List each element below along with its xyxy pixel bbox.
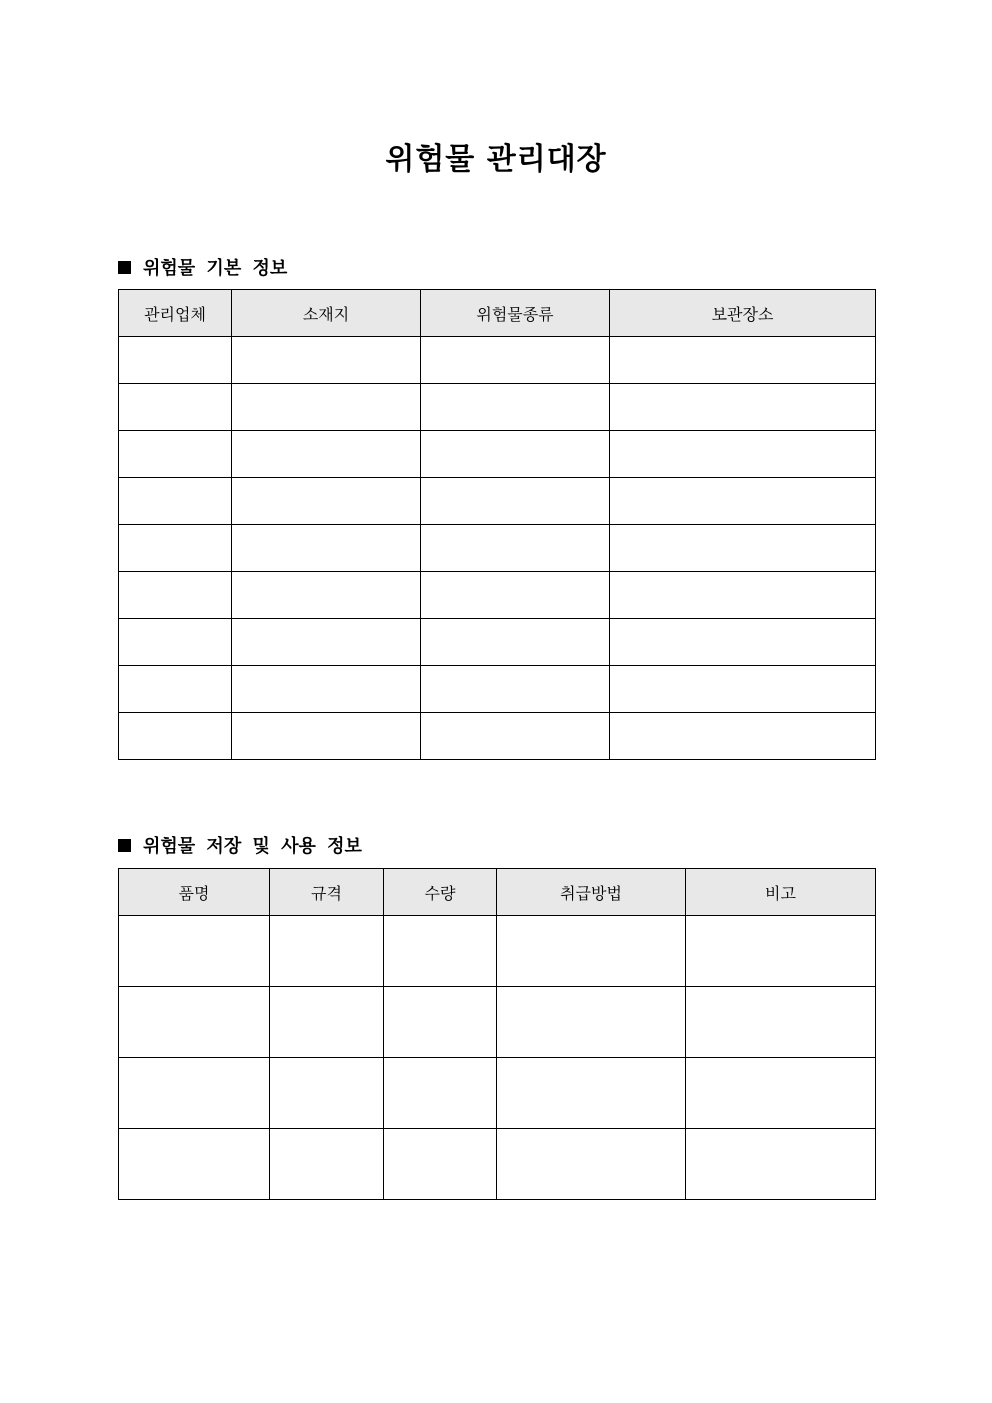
- table-cell[interactable]: [270, 1129, 384, 1200]
- table-cell[interactable]: [686, 1129, 876, 1200]
- table-cell[interactable]: [119, 431, 232, 478]
- table-cell[interactable]: [384, 1058, 497, 1129]
- storage-usage-table: [118, 868, 876, 1200]
- table-cell[interactable]: [686, 916, 876, 987]
- table-cell[interactable]: [610, 572, 876, 619]
- table-cell[interactable]: [421, 384, 610, 431]
- table-cell[interactable]: [232, 525, 421, 572]
- table-cell[interactable]: [421, 619, 610, 666]
- section-heading-label: 위험물 저장 및 사용 정보: [143, 836, 362, 857]
- table-header-row: [119, 290, 876, 337]
- table-cell[interactable]: [119, 525, 232, 572]
- table-cell[interactable]: [232, 713, 421, 760]
- table-row: [119, 478, 876, 525]
- table-cell[interactable]: [610, 337, 876, 384]
- table-cell[interactable]: [119, 337, 232, 384]
- table-cell[interactable]: [421, 713, 610, 760]
- table-cell[interactable]: [119, 987, 270, 1058]
- table-cell[interactable]: [232, 384, 421, 431]
- section-heading-basic-info: [118, 254, 287, 280]
- column-header-handling-method: 취급방법: [497, 869, 686, 916]
- table-row: [119, 1058, 876, 1129]
- table-cell[interactable]: [384, 916, 497, 987]
- table-cell[interactable]: [232, 572, 421, 619]
- table-cell[interactable]: [497, 987, 686, 1058]
- table-row: [119, 713, 876, 760]
- table-cell[interactable]: [119, 1129, 270, 1200]
- table-cell[interactable]: [421, 478, 610, 525]
- table-cell[interactable]: [119, 384, 232, 431]
- table-row: [119, 916, 876, 987]
- table-cell[interactable]: [610, 619, 876, 666]
- table-cell[interactable]: [119, 1058, 270, 1129]
- table-row: [119, 431, 876, 478]
- table-cell[interactable]: [421, 337, 610, 384]
- table-cell[interactable]: [421, 572, 610, 619]
- table-cell[interactable]: [384, 1129, 497, 1200]
- table-cell[interactable]: [421, 431, 610, 478]
- table-cell[interactable]: [610, 478, 876, 525]
- table-header-row: [119, 869, 876, 916]
- table-row: [119, 337, 876, 384]
- column-header-item-name: 품명: [119, 869, 270, 916]
- table-row: [119, 987, 876, 1058]
- section-heading-label: 위험물 기본 정보: [143, 258, 288, 279]
- column-header-company: 관리업체: [119, 290, 232, 337]
- table-row: [119, 572, 876, 619]
- table-cell[interactable]: [497, 1129, 686, 1200]
- page-title: 위험물 관리대장: [385, 142, 607, 177]
- table-cell[interactable]: [232, 619, 421, 666]
- table-cell[interactable]: [497, 1058, 686, 1129]
- table-cell[interactable]: [421, 525, 610, 572]
- table-cell[interactable]: [232, 431, 421, 478]
- square-bullet-icon: [118, 261, 131, 274]
- table-cell[interactable]: [270, 1058, 384, 1129]
- column-header-spec: 규격: [270, 869, 384, 916]
- column-header-storage-place: 보관장소: [610, 290, 876, 337]
- table-cell[interactable]: [119, 916, 270, 987]
- table-cell[interactable]: [232, 478, 421, 525]
- table-cell[interactable]: [270, 987, 384, 1058]
- column-header-remarks: 비고: [686, 869, 876, 916]
- column-header-hazard-type: 위험물종류: [421, 290, 610, 337]
- table-row: [119, 619, 876, 666]
- table-cell[interactable]: [232, 666, 421, 713]
- table-cell[interactable]: [610, 666, 876, 713]
- table-row: [119, 1129, 876, 1200]
- table-cell[interactable]: [610, 713, 876, 760]
- table-row: [119, 384, 876, 431]
- table-cell[interactable]: [421, 666, 610, 713]
- section-heading-storage-usage: [118, 832, 362, 858]
- table-row: [119, 525, 876, 572]
- table-cell[interactable]: [119, 713, 232, 760]
- table-cell[interactable]: [610, 384, 876, 431]
- table-cell[interactable]: [497, 916, 686, 987]
- table-cell[interactable]: [119, 666, 232, 713]
- table-row: [119, 666, 876, 713]
- table-cell[interactable]: [270, 916, 384, 987]
- column-header-quantity: 수량: [384, 869, 497, 916]
- table-cell[interactable]: [686, 1058, 876, 1129]
- basic-info-table: [118, 289, 876, 760]
- table-cell[interactable]: [384, 987, 497, 1058]
- table-cell[interactable]: [232, 337, 421, 384]
- table-cell[interactable]: [119, 619, 232, 666]
- table-cell[interactable]: [686, 987, 876, 1058]
- table-cell[interactable]: [610, 431, 876, 478]
- square-bullet-icon: [118, 839, 131, 852]
- table-cell[interactable]: [119, 478, 232, 525]
- column-header-location: 소재지: [232, 290, 421, 337]
- table-cell[interactable]: [610, 525, 876, 572]
- table-cell[interactable]: [119, 572, 232, 619]
